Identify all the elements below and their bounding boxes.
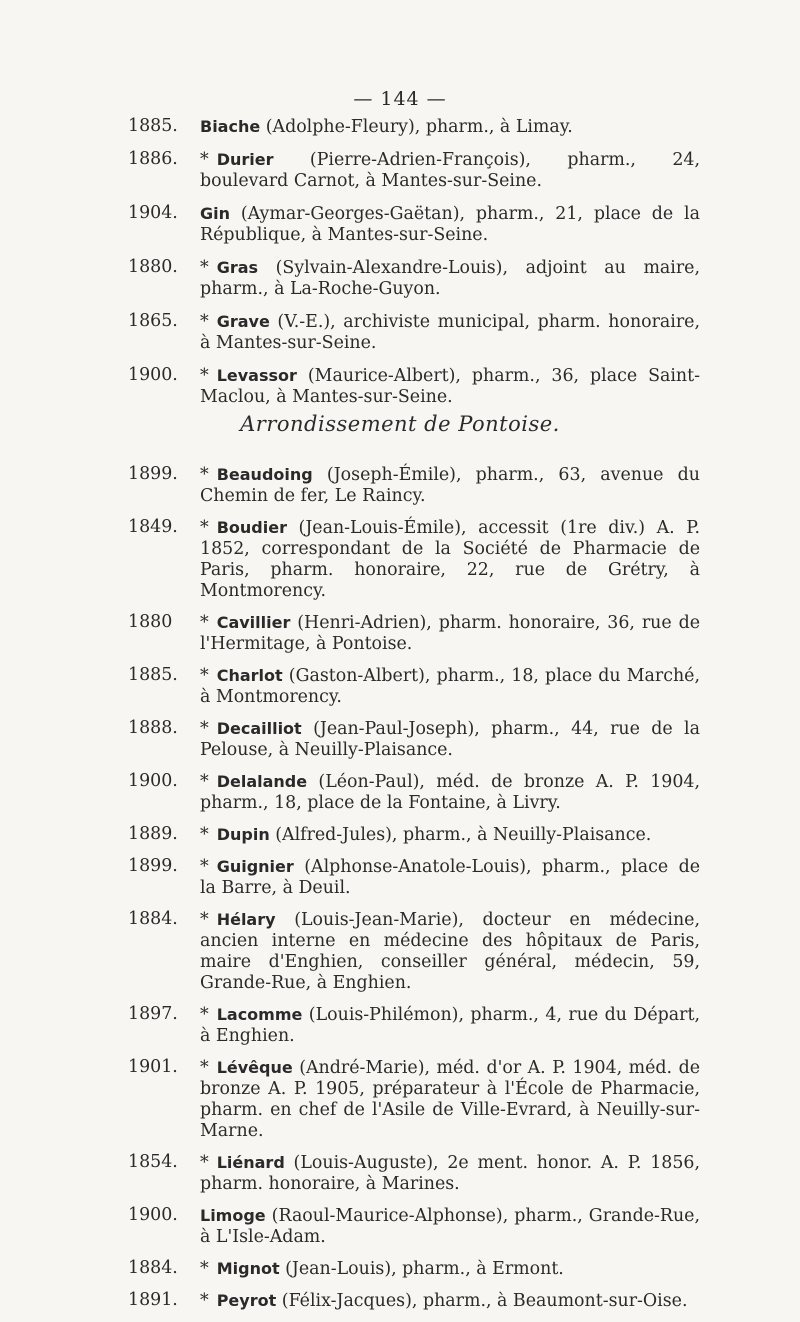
entry-name: Cavillier [216,613,291,632]
entry-details: (Louis-Philémon), pharm., 4, rue du Départ, à Enghien. [200,1005,700,1046]
entry-year: 1897. [128,1004,178,1024]
entry-name: Guignier [216,857,294,876]
entry-details: (Louis-Auguste), 2e ment. honor. A. P. 1856, pharm. honoraire, à Marines. [200,1153,700,1194]
entry-year: 1900. [128,1205,178,1225]
entry-year: 1891. [128,1290,178,1310]
entry-star: * [200,666,209,686]
entry-name: Grave [216,312,270,331]
entry-year: 1904. [128,203,178,223]
entry-name: Levassor [216,366,297,385]
directory-entry [128,771,700,814]
entry-name: Hélary [216,910,276,929]
entry-year: 1854. [128,1152,178,1172]
entry-star: * [200,1259,209,1279]
entry-star: * [200,719,209,739]
entry-details: (Pierre-Adrien-François), pharm., 24, boulevard Carnot, à Mantes-sur-Seine. [200,150,700,191]
directory-entry [128,1205,700,1248]
directory-entry [128,517,700,602]
directory-entry [128,665,700,708]
entry-name: Durier [216,150,274,169]
entry-star: * [200,465,209,485]
directory-entry [128,1258,700,1280]
entry-star: * [200,150,209,170]
entry-star: * [200,613,209,633]
entry-name: Lévêque [216,1058,293,1077]
entry-details: (Jean-Paul-Joseph), pharm., 44, rue de la Pelouse, à Neuilly-Plaisance. [200,719,700,760]
entry-details: (Maurice-Albert), pharm., 36, place Saint-Maclou, à Mantes-sur-Seine. [200,366,700,407]
entry-name: Limoge [200,1206,266,1225]
entry-name: Boudier [216,518,287,537]
directory-entry [128,116,700,138]
entry-details: (Adolphe-Fleury), pharm., à Limay. [260,117,573,137]
entry-year: 1884. [128,1258,178,1278]
entry-star: * [200,857,209,877]
entry-year: 1885. [128,665,178,685]
entry-name: Gin [200,204,231,223]
section-heading: Arrondissement de Pontoise. [240,412,560,436]
entry-details: (Alphonse-Anatole-Louis), pharm., place de la Barre, à Deuil. [200,857,700,898]
entry-year: 1880 [128,612,173,632]
entry-name: Charlot [216,666,283,685]
entry-details: (Raoul-Maurice-Alphonse), pharm., Grande-Rue, à L'Isle-Adam. [200,1206,700,1247]
entry-year: 1900. [128,365,178,385]
entry-year: 1884. [128,909,178,929]
entry-year: 1899. [128,856,178,876]
entry-details: (Jean-Louis), pharm., à Ermont. [279,1259,564,1279]
directory-entry [128,1152,700,1195]
directory-entry [128,718,700,761]
entry-details: (Sylvain-Alexandre-Louis), adjoint au maire, pharm., à La-Roche-Guyon. [200,258,700,299]
entry-year: 1888. [128,718,178,738]
entry-details: (Joseph-Émile), pharm., 63, avenue du Chemin de fer, Le Raincy. [200,465,700,506]
entry-year: 1865. [128,311,178,331]
directory-entry [128,909,700,994]
entry-year: 1899. [128,464,178,484]
directory-entry [128,464,700,507]
entry-star: * [200,258,209,278]
entry-details: (V.-E.), archiviste municipal, pharm. honoraire, à Mantes-sur-Seine. [200,312,700,353]
entry-name: Mignot [216,1259,280,1278]
entry-year: 1885. [128,116,178,136]
entry-star: * [200,910,209,930]
directory-entry [128,612,700,655]
entry-details: (Félix-Jacques), pharm., à Beaumont-sur-Oise. [276,1291,688,1311]
directory-entry [128,203,700,246]
entry-name: Biache [200,117,261,136]
entry-name: Delalande [216,772,308,791]
entry-year: 1880. [128,257,178,277]
directory-entry [128,856,700,899]
entry-star: * [200,518,209,538]
entry-name: Gras [216,258,259,277]
entry-details: (Gaston-Albert), pharm., 18, place du Marché, à Montmorency. [200,666,700,707]
entry-details: (Louis-Jean-Marie), docteur en médecine, ancien interne en médecine des hôpitaux de Paris, maire d'Enghien, conseiller général, médecin, 59, Grande-Rue, à Enghien. [200,910,700,993]
entry-details: (Alfred-Jules), pharm., à Neuilly-Plaisance. [269,825,652,845]
entry-list-pontoise [128,464,700,1322]
entry-star: * [200,1153,209,1173]
entry-star: * [200,1005,209,1025]
directory-entry [128,149,700,192]
entry-name: Lacomme [216,1005,303,1024]
directory-entry [128,1004,700,1047]
entry-star: * [200,366,209,386]
entry-star: * [200,1058,209,1078]
directory-entry [128,1057,700,1142]
directory-entry [128,257,700,300]
directory-entry [128,311,700,354]
entry-details: (Henri-Adrien), pharm. honoraire, 36, rue de l'Hermitage, à Pontoise. [200,613,700,654]
entry-details: (André-Marie), méd. d'or A. P. 1904, méd. de bronze A. P. 1905, préparateur à l'École de Pharmacie, pharm. en chef de l'Asile de Ville-Evrard, à Neuilly-sur-Marne. [200,1058,700,1141]
directory-entry [128,824,700,846]
entry-name: Dupin [216,825,270,844]
entry-star: * [200,772,209,792]
directory-entry [128,1290,700,1312]
entry-name: Peyrot [216,1291,277,1310]
entry-star: * [200,312,209,332]
entry-year: 1889. [128,824,178,844]
entry-star: * [200,1291,209,1311]
entry-details: (Léon-Paul), méd. de bronze A. P. 1904, pharm., 18, place de la Fontaine, à Livry. [200,772,700,813]
entry-name: Beaudoing [216,465,313,484]
entry-list-mantes [128,116,700,419]
entry-name: Decailliot [216,719,302,738]
entry-year: 1901. [128,1057,178,1077]
page-number: — 144 — [353,88,447,110]
entry-details: (Jean-Louis-Émile), accessit (1re div.) A. P. 1852, correspondant de la Société de Pharmacie de Paris, pharm. honoraire, 22, rue de Grétry, à Montmorency. [200,518,700,601]
entry-details: (Aymar-Georges-Gaëtan), pharm., 21, place de la République, à Mantes-sur-Seine. [200,204,700,245]
entry-year: 1886. [128,149,178,169]
entry-name: Liénard [216,1153,285,1172]
entry-year: 1849. [128,517,178,537]
entry-year: 1900. [128,771,178,791]
entry-star: * [200,825,209,845]
directory-entry [128,365,700,408]
